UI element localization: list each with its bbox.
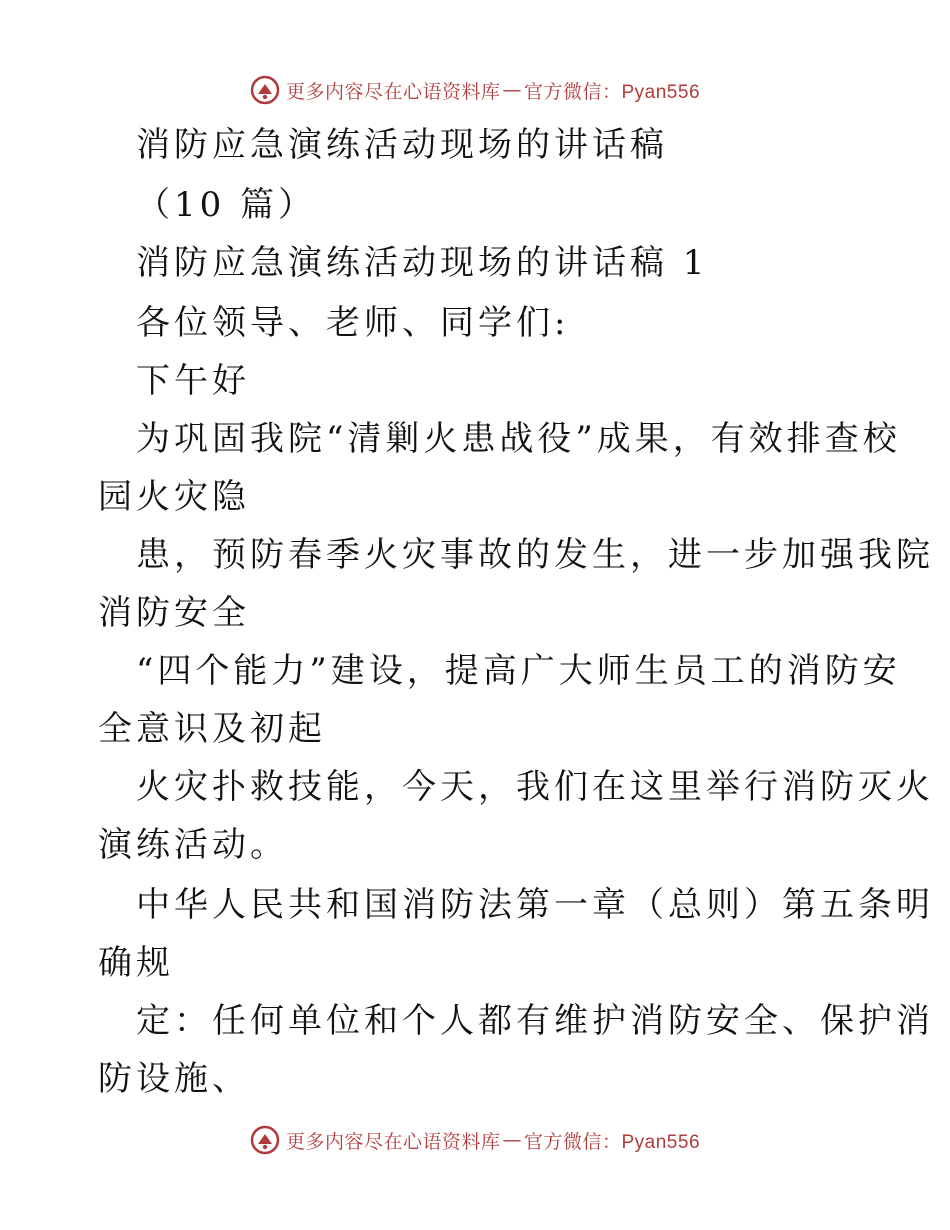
paragraph-line: 消防安全 [98,593,250,633]
watermark-contact: 官方微信：Pyan556 [524,81,701,103]
salutation: 各位领导、老师、同学们: [136,303,570,343]
paragraph-line: 患，预防春季火灾事故的发生，进一步加强我院 [136,535,934,575]
watermark-contact: 官方微信：Pyan556 [524,1131,701,1153]
paragraph-line: 确规 [98,943,174,983]
watermark-separator: — [502,79,522,101]
paragraph-line: 防设施、 [98,1059,250,1099]
section-heading: 消防应急演练活动现场的讲话稿 1 [136,243,709,283]
paragraph-line: 定：任何单位和个人都有维护消防安全、保护消 [136,1001,934,1041]
header-watermark [0,70,950,110]
book-seal-icon [250,75,280,105]
paragraph-line: 为巩固我院“清剿火患战役”成果，有效排查校 [136,419,901,459]
paragraph-line: 中华人民共和国消防法第一章（总则）第五条明 [136,885,934,925]
watermark-text: 更多内容尽在心语资料库 [285,1130,501,1153]
watermark-separator: — [502,1129,522,1151]
book-seal-icon [250,1125,280,1155]
doc-subtitle: （10 篇） [136,185,317,225]
watermark-text: 更多内容尽在心语资料库 [285,80,501,103]
paragraph-line: 园火灾隐 [98,477,250,517]
paragraph-line: 演练活动。 [98,825,288,865]
footer-watermark [0,1120,950,1160]
paragraph-line: “四个能力”建设，提高广大师生员工的消防安 [136,651,901,691]
paragraph-line: 全意识及初起 [98,709,326,749]
greeting: 下午好 [136,361,250,401]
paragraph-line: 火灾扑救技能，今天，我们在这里举行消防灭火 [136,767,934,807]
doc-title: 消防应急演练活动现场的讲话稿 [136,125,668,165]
